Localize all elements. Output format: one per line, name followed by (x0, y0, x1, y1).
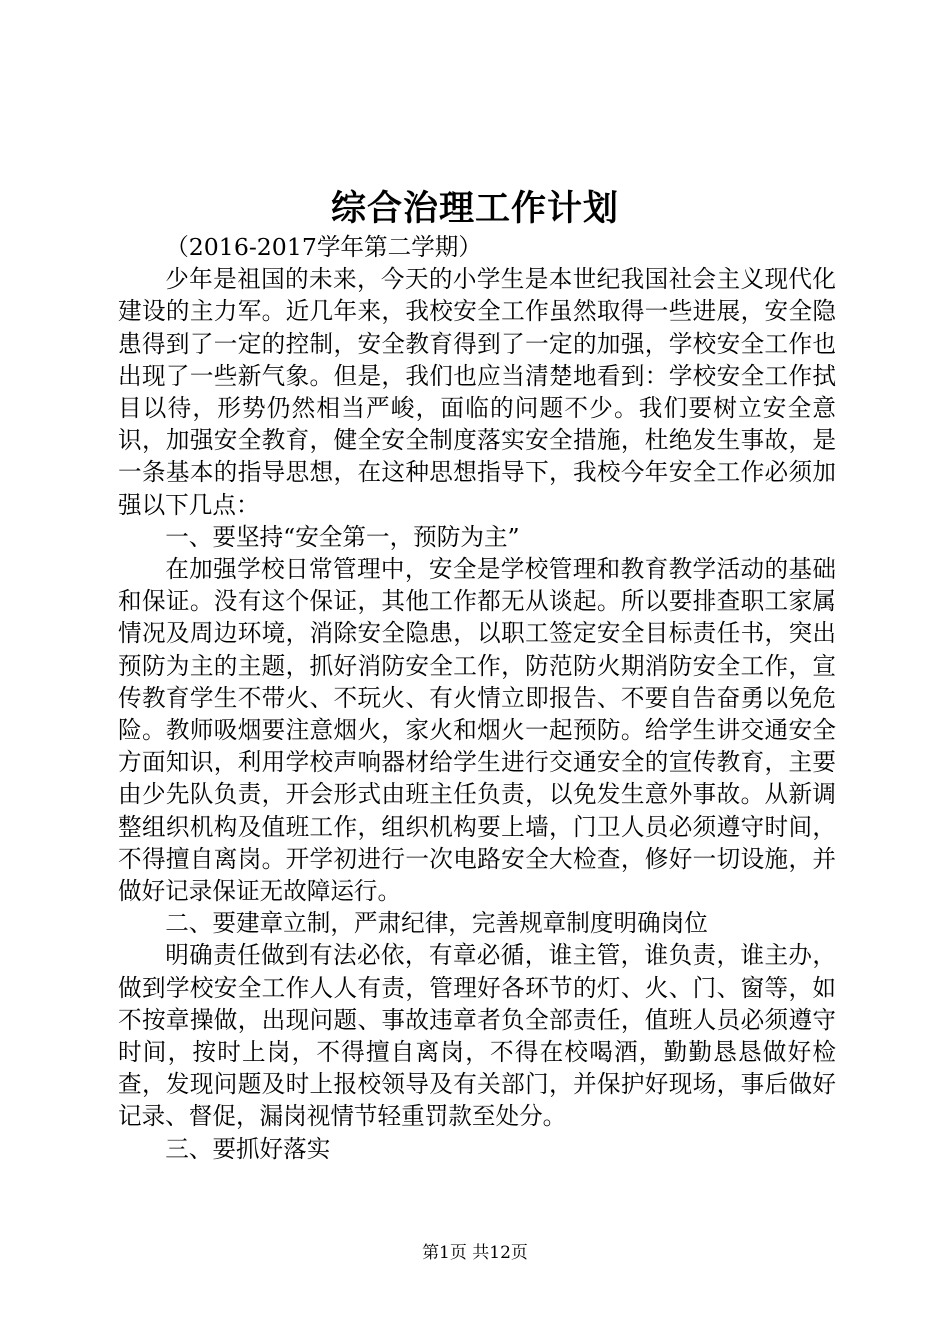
document-subtitle: （2016-2017学年第二学期） (165, 233, 482, 261)
section-paragraph-1: 在加强学校日常管理中，安全是学校管理和教育教学活动的基础和保证。没有这个保证，其他工作都无从谈起。所以要排查职工家属情况及周边环境，消除安全隐患，以职工签定安全目标责任书，突出预防为主的主题，抓好消防安全工作，防范防火期消防安全工作，宣传教育学生不带火、不玩火、有火情立即报告、不要自告奋勇以免危险。教师吸烟要注意烟火，家火和烟火一起预防。给学生讲交通安全方面知识，利用学校声响器材给学生进行交通安全的宣传教育，主要由少先队负责，开会形式由班主任负责，以免发生意外事故。从新调整组织机构及值班工作，组织机构要上墙，门卫人员必须遵守时间，不得擅自离岗。开学初进行一次电路安全大检查，修好一切设施，并做好记录保证无故障运行。 (118, 555, 836, 906)
section-heading-1: 一、要坚持“安全第一，预防为主” (165, 522, 520, 551)
page-number-footer: 第1页 共12页 (422, 1243, 528, 1263)
section-heading-2: 二、要建章立制，严肃纪律，完善规章制度明确岗位 (165, 909, 708, 938)
intro-paragraph: 少年是祖国的未来，今天的小学生是本世纪我国社会主义现代化建设的主力军。近几年来，我校安全工作虽然取得一些进展，安全隐患得到了一定的控制，安全教育得到了一定的加强，学校安全工作也出现了一些新气象。但是，我们也应当清楚地看到：学校安全工作拭目以待，形势仍然相当严峻，面临的问题不少。我们要树立安全意识，加强安全教育，健全安全制度落实安全措施，杜绝发生事故，是一条基本的指导思想，在这种思想指导下，我校今年安全工作必须加强以下几点： (118, 265, 836, 519)
document-body (118, 231, 836, 1165)
document-title: 综合治理工作计划 (330, 188, 619, 229)
section-heading-3: 三、要抓好落实 (165, 1134, 331, 1163)
section-paragraph-2: 明确责任做到有法必依，有章必循，谁主管，谁负责，谁主办，做到学校安全工作人人有责，管理好各环节的灯、火、门、窗等，如不按章操做，出现问题、事故违章者负全部责任，值班人员必须遵守时间，按时上岗，不得擅自离岗，不得在校喝酒，勤勤恳恳做好检查，发现问题及时上报校领导及有关部门，并保护好现场，事后做好记录、督促，漏岗视情节轻重罚款至处分。 (118, 941, 836, 1131)
